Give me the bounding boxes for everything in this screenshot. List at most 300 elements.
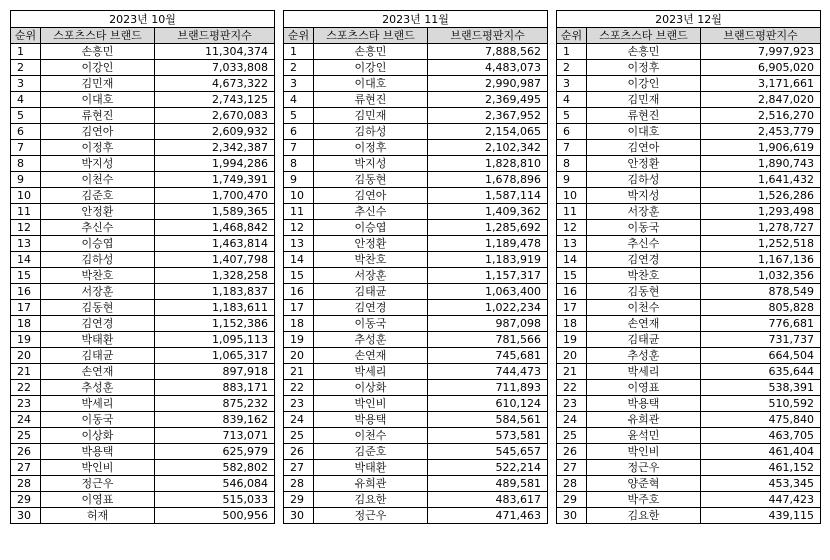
ranking-rows <box>284 44 548 524</box>
table-row <box>11 396 275 412</box>
rank-cell: 29 <box>11 492 41 508</box>
brand-name-cell: 양준혁 <box>587 476 701 492</box>
index-value-cell: 1,293,498 <box>701 204 821 220</box>
table-row <box>284 460 548 476</box>
table-row <box>284 252 548 268</box>
month-title: 2023년 12월 <box>557 11 821 28</box>
index-value-cell: 1,183,611 <box>155 300 275 316</box>
rank-cell: 5 <box>11 108 41 124</box>
index-value-cell: 582,802 <box>155 460 275 476</box>
index-value-cell: 1,022,234 <box>428 300 548 316</box>
index-value-cell: 1,407,798 <box>155 252 275 268</box>
brand-name-cell: 김민재 <box>314 108 428 124</box>
index-value-cell: 3,171,661 <box>701 76 821 92</box>
rank-cell: 21 <box>284 364 314 380</box>
rank-cell: 13 <box>11 236 41 252</box>
rank-cell: 19 <box>284 332 314 348</box>
table-row <box>11 428 275 444</box>
brand-name-cell: 김동현 <box>314 172 428 188</box>
brand-name-cell: 서장훈 <box>41 284 155 300</box>
brand-name-cell: 이천수 <box>587 300 701 316</box>
brand-name-cell: 박태환 <box>41 332 155 348</box>
rank-cell: 11 <box>284 204 314 220</box>
table-row <box>557 492 821 508</box>
table-row <box>11 236 275 252</box>
october-ranking-table <box>10 10 275 524</box>
brand-name-cell: 이동국 <box>587 220 701 236</box>
month-title: 2023년 11월 <box>284 11 548 28</box>
table-row <box>284 60 548 76</box>
table-row <box>284 76 548 92</box>
brand-name-cell: 김하성 <box>314 124 428 140</box>
rank-cell: 15 <box>557 268 587 284</box>
rank-cell: 24 <box>284 412 314 428</box>
rank-cell: 1 <box>11 44 41 60</box>
table-row <box>284 268 548 284</box>
table-row <box>284 364 548 380</box>
rank-cell: 22 <box>557 380 587 396</box>
index-value-cell: 1,589,365 <box>155 204 275 220</box>
brand-name-cell: 이승엽 <box>41 236 155 252</box>
index-value-cell: 584,561 <box>428 412 548 428</box>
table-row <box>11 300 275 316</box>
table-row <box>557 172 821 188</box>
index-value-cell: 1,641,432 <box>701 172 821 188</box>
brand-name-cell: 김준호 <box>314 444 428 460</box>
index-value-cell: 1,285,692 <box>428 220 548 236</box>
index-header: 브랜드평판지수 <box>428 28 548 44</box>
brand-name-cell: 추신수 <box>314 204 428 220</box>
ranking-rows <box>557 44 821 524</box>
index-value-cell: 453,345 <box>701 476 821 492</box>
table-row <box>11 108 275 124</box>
index-value-cell: 1,183,837 <box>155 284 275 300</box>
table-row <box>284 444 548 460</box>
index-value-cell: 1,189,478 <box>428 236 548 252</box>
index-value-cell: 2,367,952 <box>428 108 548 124</box>
brand-name-cell: 안정환 <box>587 156 701 172</box>
rank-cell: 1 <box>284 44 314 60</box>
table-row <box>284 156 548 172</box>
brand-name-cell: 박주호 <box>587 492 701 508</box>
index-value-cell: 1,678,896 <box>428 172 548 188</box>
table-row <box>557 396 821 412</box>
rank-cell: 21 <box>11 364 41 380</box>
index-value-cell: 1,749,391 <box>155 172 275 188</box>
table-row <box>284 428 548 444</box>
index-value-cell: 2,743,125 <box>155 92 275 108</box>
rank-cell: 9 <box>284 172 314 188</box>
table-row <box>557 460 821 476</box>
table-row <box>557 380 821 396</box>
brand-name-cell: 박인비 <box>587 444 701 460</box>
brand-name-cell: 안정환 <box>41 204 155 220</box>
table-row <box>557 300 821 316</box>
brand-name-cell: 김연경 <box>587 252 701 268</box>
rank-cell: 25 <box>11 428 41 444</box>
table-row <box>557 60 821 76</box>
rank-cell: 30 <box>11 508 41 524</box>
rank-cell: 16 <box>557 284 587 300</box>
rank-cell: 4 <box>557 92 587 108</box>
table-row <box>557 316 821 332</box>
index-value-cell: 1,890,743 <box>701 156 821 172</box>
brand-name-cell: 추성훈 <box>587 348 701 364</box>
november-ranking-table <box>283 10 548 524</box>
index-value-cell: 1,183,919 <box>428 252 548 268</box>
rank-cell: 23 <box>11 396 41 412</box>
table-row <box>557 124 821 140</box>
brand-name-cell: 김하성 <box>41 252 155 268</box>
rank-cell: 8 <box>284 156 314 172</box>
brand-name-cell: 박태환 <box>314 460 428 476</box>
brand-name-cell: 이영표 <box>41 492 155 508</box>
table-row <box>284 300 548 316</box>
rank-cell: 11 <box>11 204 41 220</box>
brand-name-cell: 박세리 <box>41 396 155 412</box>
rank-cell: 20 <box>557 348 587 364</box>
index-value-cell: 7,997,923 <box>701 44 821 60</box>
index-value-cell: 573,581 <box>428 428 548 444</box>
index-value-cell: 1,463,814 <box>155 236 275 252</box>
rank-cell: 18 <box>284 316 314 332</box>
rank-cell: 5 <box>557 108 587 124</box>
month-title: 2023년 10월 <box>11 11 275 28</box>
index-value-cell: 538,391 <box>701 380 821 396</box>
brand-name-cell: 김하성 <box>587 172 701 188</box>
index-value-cell: 625,979 <box>155 444 275 460</box>
rank-cell: 19 <box>557 332 587 348</box>
table-row <box>557 156 821 172</box>
rank-cell: 29 <box>284 492 314 508</box>
rank-cell: 15 <box>11 268 41 284</box>
ranking-rows <box>11 44 275 524</box>
rank-cell: 13 <box>557 236 587 252</box>
brand-name-cell: 김연경 <box>314 300 428 316</box>
index-value-cell: 546,084 <box>155 476 275 492</box>
index-value-cell: 461,152 <box>701 460 821 476</box>
brand-name-cell: 박용택 <box>587 396 701 412</box>
rank-cell: 26 <box>284 444 314 460</box>
index-value-cell: 4,483,073 <box>428 60 548 76</box>
index-value-cell: 483,617 <box>428 492 548 508</box>
table-row <box>284 172 548 188</box>
table-row <box>557 76 821 92</box>
brand-name-cell: 이동국 <box>314 316 428 332</box>
index-value-cell: 1,700,470 <box>155 188 275 204</box>
index-value-cell: 2,453,779 <box>701 124 821 140</box>
table-row <box>284 188 548 204</box>
rank-cell: 3 <box>11 76 41 92</box>
rank-cell: 7 <box>11 140 41 156</box>
table-row <box>11 44 275 60</box>
brand-name-cell: 박용택 <box>41 444 155 460</box>
brand-name-cell: 손흥민 <box>41 44 155 60</box>
rank-cell: 13 <box>284 236 314 252</box>
brand-name-cell: 정근우 <box>41 476 155 492</box>
rank-cell: 5 <box>284 108 314 124</box>
brand-name-cell: 박지성 <box>314 156 428 172</box>
brand-name-cell: 김요한 <box>587 508 701 524</box>
brand-name-cell: 서장훈 <box>587 204 701 220</box>
index-value-cell: 713,071 <box>155 428 275 444</box>
rank-cell: 17 <box>284 300 314 316</box>
brand-name-cell: 박인비 <box>314 396 428 412</box>
index-value-cell: 731,737 <box>701 332 821 348</box>
rank-cell: 8 <box>11 156 41 172</box>
index-value-cell: 500,956 <box>155 508 275 524</box>
table-row <box>557 236 821 252</box>
index-value-cell: 489,581 <box>428 476 548 492</box>
rank-cell: 14 <box>11 252 41 268</box>
index-value-cell: 1,526,286 <box>701 188 821 204</box>
index-value-cell: 1,167,136 <box>701 252 821 268</box>
index-value-cell: 1,095,113 <box>155 332 275 348</box>
rank-cell: 23 <box>284 396 314 412</box>
table-row <box>284 316 548 332</box>
brand-name-cell: 류현진 <box>314 92 428 108</box>
brand-name-cell: 서장훈 <box>314 268 428 284</box>
rank-header: 순위 <box>284 28 314 44</box>
brand-name-cell: 이영표 <box>587 380 701 396</box>
index-value-cell: 475,840 <box>701 412 821 428</box>
table-row <box>557 364 821 380</box>
rank-cell: 15 <box>284 268 314 284</box>
table-row <box>284 348 548 364</box>
index-header: 브랜드평판지수 <box>701 28 821 44</box>
brand-header: 스포츠스타 브랜드 <box>41 28 155 44</box>
index-value-cell: 745,681 <box>428 348 548 364</box>
brand-header: 스포츠스타 브랜드 <box>587 28 701 44</box>
table-row <box>11 444 275 460</box>
brand-name-cell: 추신수 <box>587 236 701 252</box>
rank-cell: 2 <box>11 60 41 76</box>
brand-name-cell: 이동국 <box>41 412 155 428</box>
brand-name-cell: 추신수 <box>41 220 155 236</box>
rank-cell: 28 <box>557 476 587 492</box>
rank-cell: 14 <box>284 252 314 268</box>
table-row <box>11 460 275 476</box>
table-row <box>557 140 821 156</box>
table-row <box>284 284 548 300</box>
rank-cell: 27 <box>557 460 587 476</box>
index-value-cell: 11,304,374 <box>155 44 275 60</box>
brand-name-cell: 박찬호 <box>41 268 155 284</box>
table-row <box>557 508 821 524</box>
brand-name-cell: 박찬호 <box>587 268 701 284</box>
table-row <box>284 396 548 412</box>
index-value-cell: 610,124 <box>428 396 548 412</box>
index-value-cell: 6,905,020 <box>701 60 821 76</box>
rank-cell: 4 <box>11 92 41 108</box>
table-row <box>11 220 275 236</box>
rank-cell: 2 <box>284 60 314 76</box>
table-row <box>11 380 275 396</box>
rank-cell: 10 <box>284 188 314 204</box>
index-value-cell: 545,657 <box>428 444 548 460</box>
brand-name-cell: 추성훈 <box>41 380 155 396</box>
brand-name-cell: 손흥민 <box>587 44 701 60</box>
brand-name-cell: 이승엽 <box>314 220 428 236</box>
index-value-cell: 1,032,356 <box>701 268 821 284</box>
brand-name-cell: 김요한 <box>314 492 428 508</box>
table-row <box>11 268 275 284</box>
index-value-cell: 461,404 <box>701 444 821 460</box>
rank-cell: 27 <box>284 460 314 476</box>
brand-name-cell: 박찬호 <box>314 252 428 268</box>
rank-cell: 30 <box>557 508 587 524</box>
rank-cell: 26 <box>11 444 41 460</box>
brand-name-cell: 김태균 <box>314 284 428 300</box>
brand-name-cell: 손연재 <box>314 348 428 364</box>
brand-name-cell: 박용택 <box>314 412 428 428</box>
table-row <box>11 204 275 220</box>
rank-cell: 12 <box>11 220 41 236</box>
table-row <box>284 380 548 396</box>
table-row <box>284 44 548 60</box>
brand-name-cell: 김연경 <box>41 316 155 332</box>
table-row <box>557 220 821 236</box>
table-row <box>11 284 275 300</box>
index-value-cell: 522,214 <box>428 460 548 476</box>
index-value-cell: 987,098 <box>428 316 548 332</box>
brand-name-cell: 이대호 <box>314 76 428 92</box>
table-row <box>557 92 821 108</box>
table-row <box>284 108 548 124</box>
rank-cell: 12 <box>284 220 314 236</box>
brand-name-cell: 김민재 <box>587 92 701 108</box>
table-row <box>284 220 548 236</box>
index-value-cell: 2,102,342 <box>428 140 548 156</box>
index-value-cell: 635,644 <box>701 364 821 380</box>
rank-cell: 6 <box>11 124 41 140</box>
rank-cell: 28 <box>11 476 41 492</box>
brand-name-cell: 김태균 <box>41 348 155 364</box>
table-row <box>557 332 821 348</box>
table-row <box>284 492 548 508</box>
index-value-cell: 471,463 <box>428 508 548 524</box>
index-value-cell: 1,152,386 <box>155 316 275 332</box>
rank-cell: 7 <box>557 140 587 156</box>
table-row <box>557 252 821 268</box>
rank-cell: 28 <box>284 476 314 492</box>
brand-name-cell: 이강인 <box>587 76 701 92</box>
rank-cell: 19 <box>11 332 41 348</box>
rank-cell: 18 <box>11 316 41 332</box>
brand-name-cell: 김태균 <box>587 332 701 348</box>
index-value-cell: 2,847,020 <box>701 92 821 108</box>
rank-cell: 3 <box>284 76 314 92</box>
brand-name-cell: 이대호 <box>41 92 155 108</box>
brand-name-cell: 허재 <box>41 508 155 524</box>
table-row <box>557 348 821 364</box>
rank-cell: 6 <box>284 124 314 140</box>
index-value-cell: 1,278,727 <box>701 220 821 236</box>
index-value-cell: 1,587,114 <box>428 188 548 204</box>
rank-cell: 23 <box>557 396 587 412</box>
rank-cell: 10 <box>557 188 587 204</box>
index-value-cell: 897,918 <box>155 364 275 380</box>
index-value-cell: 1,409,362 <box>428 204 548 220</box>
index-header: 브랜드평판지수 <box>155 28 275 44</box>
rank-cell: 8 <box>557 156 587 172</box>
brand-name-cell: 김연아 <box>314 188 428 204</box>
december-ranking-table <box>556 10 821 524</box>
index-value-cell: 1,828,810 <box>428 156 548 172</box>
rank-cell: 2 <box>557 60 587 76</box>
rank-cell: 3 <box>557 76 587 92</box>
table-row <box>11 476 275 492</box>
table-row <box>557 44 821 60</box>
rank-cell: 16 <box>284 284 314 300</box>
brand-name-cell: 손흥민 <box>314 44 428 60</box>
index-value-cell: 1,906,619 <box>701 140 821 156</box>
index-value-cell: 781,566 <box>428 332 548 348</box>
rank-cell: 29 <box>557 492 587 508</box>
table-row <box>557 476 821 492</box>
brand-name-cell: 손연재 <box>587 316 701 332</box>
rank-cell: 10 <box>11 188 41 204</box>
index-value-cell: 2,369,495 <box>428 92 548 108</box>
rank-cell: 22 <box>284 380 314 396</box>
brand-name-cell: 손연재 <box>41 364 155 380</box>
index-value-cell: 776,681 <box>701 316 821 332</box>
rank-cell: 17 <box>557 300 587 316</box>
table-row <box>11 156 275 172</box>
rank-cell: 25 <box>557 428 587 444</box>
table-row <box>11 412 275 428</box>
table-row <box>11 172 275 188</box>
rank-cell: 9 <box>11 172 41 188</box>
table-row <box>11 60 275 76</box>
table-row <box>557 108 821 124</box>
brand-name-cell: 이천수 <box>314 428 428 444</box>
rank-cell: 25 <box>284 428 314 444</box>
index-value-cell: 510,592 <box>701 396 821 412</box>
table-row <box>11 492 275 508</box>
table-row <box>284 476 548 492</box>
brand-name-cell: 김동현 <box>41 300 155 316</box>
brand-name-cell: 이정후 <box>41 140 155 156</box>
brand-name-cell: 김연아 <box>41 124 155 140</box>
brand-name-cell: 유희관 <box>314 476 428 492</box>
brand-name-cell: 김연아 <box>587 140 701 156</box>
table-row <box>284 140 548 156</box>
table-row <box>11 188 275 204</box>
rank-cell: 27 <box>11 460 41 476</box>
index-value-cell: 875,232 <box>155 396 275 412</box>
brand-name-cell: 박인비 <box>41 460 155 476</box>
index-value-cell: 2,670,083 <box>155 108 275 124</box>
index-value-cell: 1,468,842 <box>155 220 275 236</box>
index-value-cell: 2,154,065 <box>428 124 548 140</box>
index-value-cell: 711,893 <box>428 380 548 396</box>
table-row <box>284 508 548 524</box>
index-value-cell: 2,609,932 <box>155 124 275 140</box>
index-value-cell: 1,252,518 <box>701 236 821 252</box>
brand-name-cell: 이상화 <box>41 428 155 444</box>
brand-header: 스포츠스타 브랜드 <box>314 28 428 44</box>
rank-cell: 4 <box>284 92 314 108</box>
table-row <box>11 348 275 364</box>
brand-name-cell: 박세리 <box>587 364 701 380</box>
table-row <box>284 332 548 348</box>
brand-name-cell: 이천수 <box>41 172 155 188</box>
brand-name-cell: 김동현 <box>587 284 701 300</box>
rank-cell: 9 <box>557 172 587 188</box>
index-value-cell: 805,828 <box>701 300 821 316</box>
brand-name-cell: 박지성 <box>41 156 155 172</box>
